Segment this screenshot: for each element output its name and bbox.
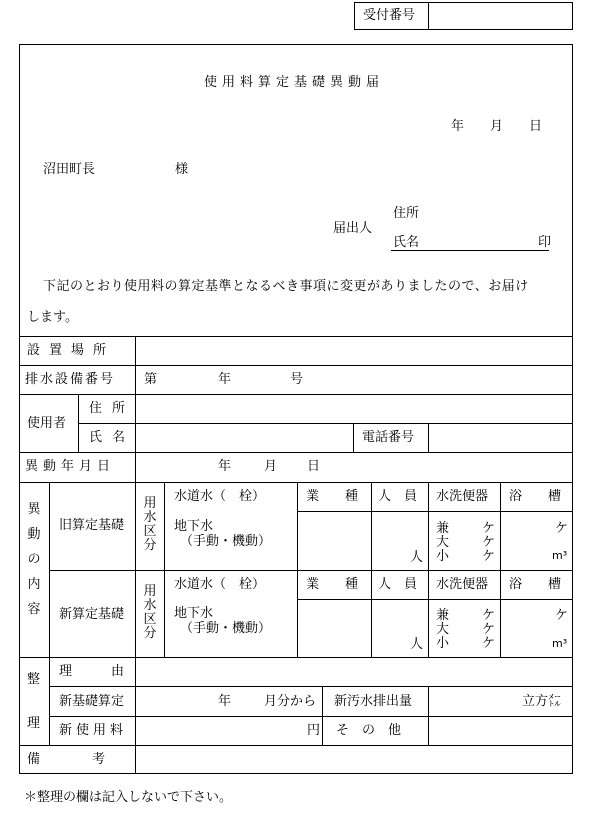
new-persons-unit: 人 <box>410 637 424 652</box>
new-basis-calc-label: 新基礎算定 <box>59 694 125 709</box>
new-ground-water[interactable]: 地下水 <box>174 606 214 621</box>
new-fee-field[interactable] <box>137 718 302 744</box>
old-industry-field[interactable] <box>299 513 370 569</box>
old-bath-unit-volume: m³ <box>552 549 568 562</box>
applicant-name-underline <box>391 250 549 251</box>
user-name-field[interactable] <box>137 425 351 451</box>
new-bath-unit-count: ケ <box>555 608 569 623</box>
new-bath-field[interactable] <box>502 601 550 656</box>
old-flush-item-ken: 兼 <box>436 521 450 536</box>
drainage-number-dai: 第 <box>144 372 158 387</box>
body-text-line-2: します。 <box>27 310 78 325</box>
honorific: 様 <box>175 162 189 177</box>
old-flush-unit-ken: ケ <box>482 521 496 536</box>
new-basis-calc-nen: 年 <box>218 694 232 709</box>
form-title: 使用料算定基礎異動届 <box>204 75 385 90</box>
new-industry-label: 業 種 <box>306 577 359 592</box>
new-basis-calc-field[interactable] <box>137 688 321 715</box>
new-basis-calc-month-from: 月分から <box>264 694 317 709</box>
new-sewage-unit: 立方㍍ <box>522 694 562 709</box>
user-address-label: 住所 <box>89 401 136 416</box>
old-tap-water[interactable]: 水道水（ 栓） <box>174 489 266 504</box>
old-flush-item-sho: 小 <box>436 549 450 564</box>
old-flush-unit-sho: ケ <box>482 549 496 564</box>
change-date-nen: 年 <box>218 459 232 474</box>
applicant-address-label: 住所 <box>393 206 420 221</box>
change-date-label: 異動年月日 <box>25 459 116 474</box>
remarks-label: 備 考 <box>27 752 106 767</box>
old-use-water-label: 用 水 区 分 <box>143 496 157 553</box>
new-fee-unit: 円 <box>307 723 321 738</box>
drainage-number-label: 排水設備番号 <box>25 372 116 387</box>
new-sewage-field[interactable] <box>430 688 520 715</box>
change-content-section-label: 異 動 の 内 容 <box>27 502 41 617</box>
receipt-number-label: 受付番号 <box>363 8 416 23</box>
new-bath-unit-volume: m³ <box>552 637 568 650</box>
new-persons-label: 人 員 <box>378 577 418 592</box>
old-ground-water-mode[interactable]: （手動・機動） <box>180 534 272 549</box>
change-date-field[interactable] <box>137 454 571 481</box>
reason-label: 理 由 <box>59 664 125 679</box>
old-bath-field[interactable] <box>502 513 550 569</box>
admin-section-label-1: 整 <box>27 672 41 687</box>
user-address-field[interactable] <box>137 396 571 422</box>
other-label: そ の 他 <box>336 723 402 738</box>
change-date-tsuki: 月 <box>264 459 278 474</box>
new-flush-item-sho: 小 <box>436 636 450 651</box>
new-tap-water[interactable]: 水道水（ 栓） <box>174 577 266 592</box>
new-flush-item-ken: 兼 <box>436 608 450 623</box>
seal-mark: 印 <box>538 235 552 250</box>
body-text-line-1: 下記のとおり使用料の算定基準となるべき事項に変更がありましたので、お届け <box>43 279 529 294</box>
new-fee-label: 新使用料 <box>59 723 128 738</box>
new-flush-unit-dai: ケ <box>482 622 496 637</box>
drainage-number-go: 号 <box>290 372 304 387</box>
old-persons-unit: 人 <box>410 550 424 565</box>
old-flush-label: 水洗便器 <box>436 489 489 504</box>
new-basis-label: 新算定基礎 <box>59 607 125 622</box>
old-industry-label: 業 種 <box>306 489 359 504</box>
applicant-address-field[interactable] <box>425 203 570 223</box>
new-flush-unit-ken: ケ <box>482 608 496 623</box>
admin-section-label-2: 理 <box>27 716 41 731</box>
user-label: 使用者 <box>27 416 67 431</box>
submission-date[interactable]: 年 月 日 <box>451 119 543 134</box>
location-field[interactable] <box>137 338 571 364</box>
old-basis-label: 旧算定基礎 <box>59 518 125 533</box>
footnote: ＊整理の欄は記入しないで下さい。 <box>24 790 233 805</box>
drainage-number-field[interactable] <box>160 367 280 393</box>
phone-label: 電話番号 <box>362 430 415 445</box>
new-flush-field[interactable] <box>452 601 480 656</box>
change-date-hi: 日 <box>307 459 321 474</box>
drainage-number-nen: 年 <box>218 372 232 387</box>
new-flush-unit-sho: ケ <box>482 636 496 651</box>
addressee: 沼田町長 <box>43 162 96 177</box>
old-ground-water[interactable]: 地下水 <box>174 519 214 534</box>
applicant-name-label: 氏名 <box>393 235 420 250</box>
old-persons-label: 人 員 <box>378 489 418 504</box>
applicant-label: 届出人 <box>333 221 373 236</box>
new-flush-item-dai: 大 <box>436 622 450 637</box>
new-bath-label: 浴 槽 <box>509 577 562 592</box>
old-flush-field[interactable] <box>452 513 480 569</box>
new-industry-field[interactable] <box>299 601 370 656</box>
old-bath-unit-count: ケ <box>555 521 569 536</box>
other-field[interactable] <box>430 718 571 744</box>
new-flush-label: 水洗便器 <box>436 577 489 592</box>
old-flush-unit-dai: ケ <box>482 535 496 550</box>
new-ground-water-mode[interactable]: （手動・機動） <box>180 621 272 636</box>
location-label: 設置場所 <box>27 343 116 358</box>
applicant-name-field[interactable] <box>425 232 535 250</box>
receipt-number-field[interactable] <box>430 4 570 28</box>
new-use-water-label: 用 水 区 分 <box>143 584 157 641</box>
remarks-field[interactable] <box>137 747 571 772</box>
old-bath-label: 浴 槽 <box>509 489 562 504</box>
user-name-label: 氏名 <box>89 430 136 445</box>
old-flush-item-dai: 大 <box>436 535 450 550</box>
phone-field[interactable] <box>430 425 571 451</box>
reason-field[interactable] <box>137 659 571 685</box>
new-sewage-label: 新汚水排出量 <box>334 694 413 709</box>
